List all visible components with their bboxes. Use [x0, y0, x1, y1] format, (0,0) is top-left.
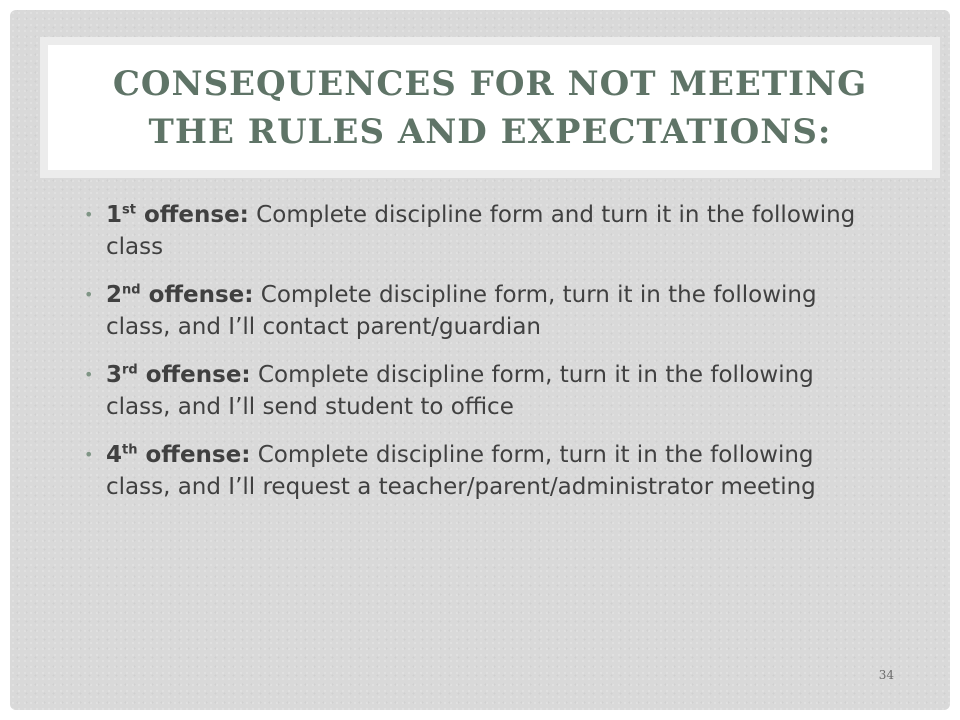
offense-number: 3	[106, 362, 123, 388]
offense-word: offense:	[140, 282, 254, 308]
slide	[10, 10, 950, 710]
offense-label	[106, 362, 251, 388]
offense-label	[106, 442, 250, 468]
offense-word: offense:	[135, 202, 249, 228]
title-line-1: CONSEQUENCES FOR NOT MEETING	[112, 63, 868, 104]
offense-text: Complete discipline form, turn it in the following class, and I’ll request a teacher/parent/administrator meeting	[106, 442, 816, 500]
offense-number: 2	[106, 282, 123, 308]
offense-ordinal: nd	[122, 282, 141, 298]
slide-title	[113, 60, 867, 156]
offense-list	[82, 199, 882, 519]
offense-word: offense:	[137, 442, 251, 468]
offense-item-4	[82, 439, 882, 503]
offense-label	[106, 282, 253, 308]
offense-text: Complete discipline form, turn it in the following class, and I’ll contact parent/guardian	[106, 282, 817, 340]
offense-ordinal: th	[122, 442, 138, 458]
bullet-icon: •	[84, 285, 94, 304]
offense-item-1	[82, 199, 882, 263]
bullet-icon: •	[84, 365, 94, 384]
bullet-icon: •	[84, 445, 94, 464]
offense-ordinal: st	[122, 202, 136, 218]
offense-ordinal: rd	[122, 362, 138, 378]
offense-text: Complete discipline form and turn it in the following class	[106, 202, 856, 260]
offense-label	[106, 202, 249, 228]
title-line-2: THE RULES AND EXPECTATIONS:	[148, 111, 832, 152]
offense-item-3	[82, 359, 882, 423]
offense-word: offense:	[137, 362, 251, 388]
offense-number: 4	[106, 442, 123, 468]
title-box	[40, 37, 940, 178]
bullet-icon: •	[84, 205, 94, 224]
offense-text: Complete discipline form, turn it in the following class, and I’ll send student to office	[106, 362, 814, 420]
offense-number: 1	[106, 202, 123, 228]
page-number: 34	[878, 668, 894, 682]
offense-item-2	[82, 279, 882, 343]
